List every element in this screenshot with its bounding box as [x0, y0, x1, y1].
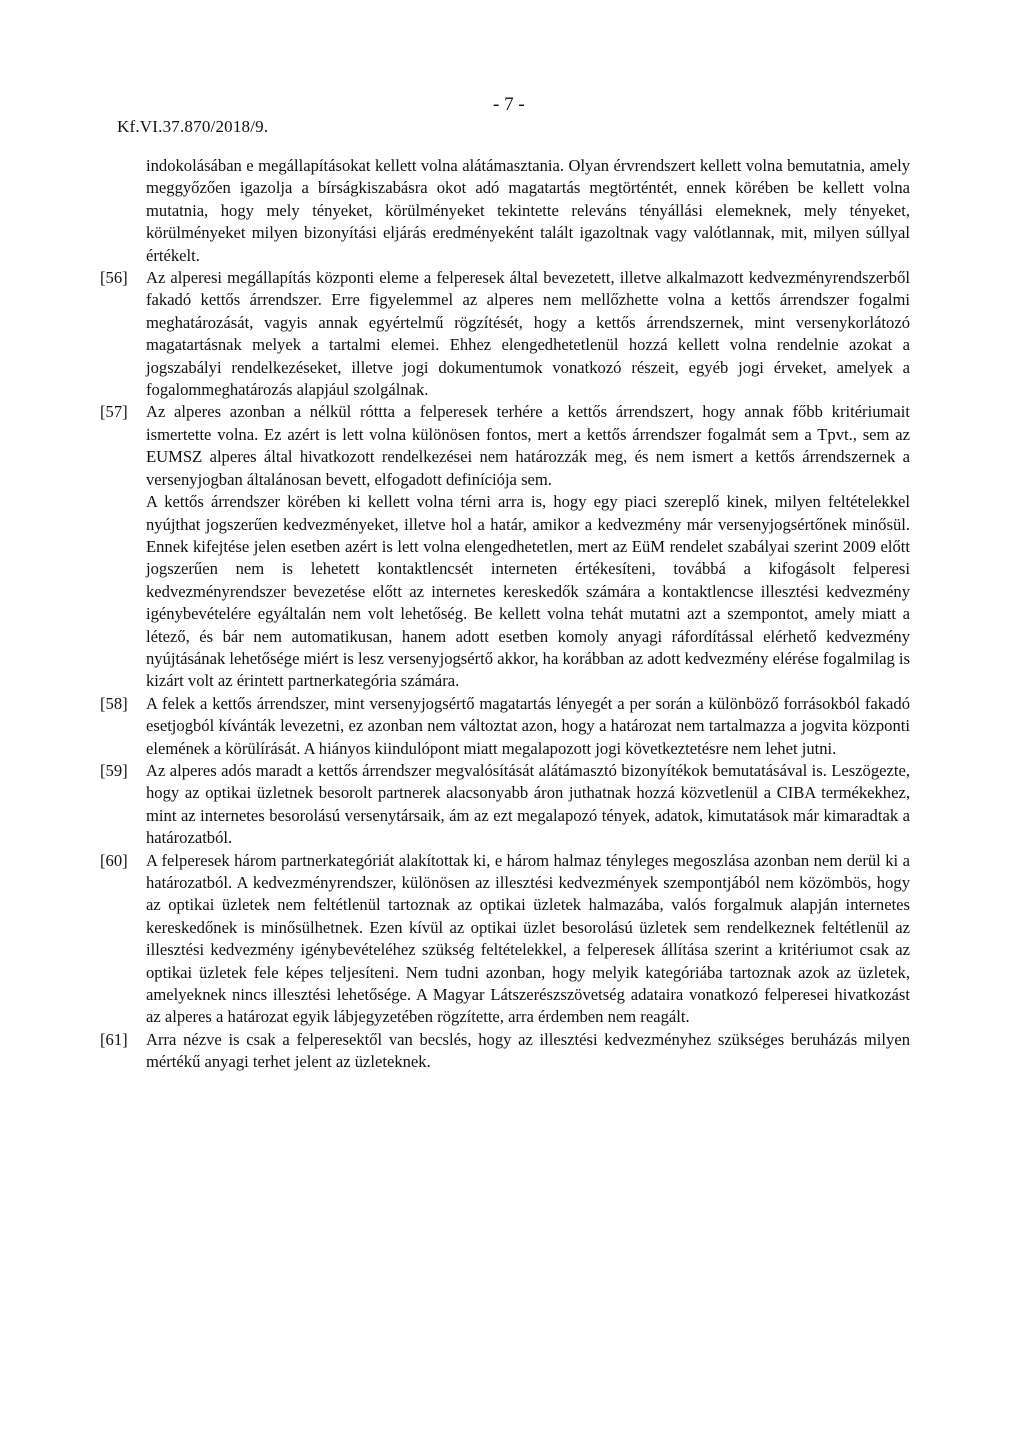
paragraph-text: indokolásában e megállapításokat kellett volna alátámasztania. Olyan érvrendszert kellett volna bemutatnia, amely meggyőzően igazolja a bírságkiszabásra okot adó magatartás megtörténtét, ennek körében be kellett volna mutatnia, hogy mely tényeket, körülményeket tekintette releváns tényállási elemeknek, mely tényeket, körülményeket milyen bizonyítási eljárás eredményeként talált igazoltnak vagy valótlannak, mit, milyen súllyal értékelt. — [146, 156, 910, 265]
paragraph-text: Az alperes adós maradt a kettős árrendszer megvalósítását alátámasztó bizonyítékok bemutatásával is. Leszögezte, hogy az optikai üzletnek besorolt partnerek alacsonyabb áron juthatnak hozzá közvetlenül a CIBA termékekhez, mint az internetes besorolású versenytársaik, ám az ezt megalapozó tények, adatok, kimutatások már kimaradtak a határozatból. — [146, 760, 910, 848]
page-number: - 7 - — [493, 94, 525, 115]
paragraph-text: Az alperesi megállapítás központi eleme a felperesek által bevezetett, illetve alkalmazott kedvezményrendszerből fakadó kettős árrendszer. Erre figyelemmel az alperes nem mellőzhette volna a kettős árrendszer fogalmi meghatározását, vagyis annak egyértelmű rögzítését, hogy a kettős árrendszernek, mint versenykorlátozó magatartásnak melyek a tartalmi elemei. Ehhez elengedhetetlenül hozzá kellett volna rendelnie azokat a jogszabályi rendelkezéseket, illetve jogi dokumentumok vonatkozó részeit, egyéb jogi érveket, amelyek a fogalommeghatározás alapjául szolgálnak. — [146, 268, 910, 400]
paragraph-number: [56] — [100, 268, 128, 288]
paragraph-number: [57] — [100, 402, 128, 422]
page-header — [0, 0, 1024, 140]
paragraph-text: A kettős árrendszer körében ki kellett volna térni arra is, hogy egy piaci szereplő kinek, milyen feltételekkel nyújthat jogszerűen kedvezményeket, illetve hol a határ, amikor a kedvezmény már versenyjogsértőnek minősül. Ennek kifejtése jelen esetben azért is lett volna elengedhetetlen, mert az EüM rendelet szabályai szerint 2009 előtt jogszerűen nem is lehetett kontaktlencsét interneten értékesíteni, továbbá a kifogásolt felperesi kedvezményrendszer bevezetése előtt az internetes kereskedők számára a kontaktlencse illesztési kedvezmény igénybevételére egyáltalán nem volt lehetőség. Be kellett volna tehát mutatni azt a szempontot, amely miatt a létező, és bár nem automatikusan, hanem adott esetben komoly anyagi ráfordítással elérhető kedvezmény nyújtásának lehetősége miért is lesz versenyjogsértő akkor, ha korábban az adott kedvezmény elérése fogalmilag is kizárt volt az érintett partnerkategória számára. — [146, 492, 910, 691]
opening-paragraph — [100, 155, 910, 267]
paragraph-text: A felek a kettős árrendszer, mint versenyjogsértő magatartás lényegét a per során a különböző forrásokból fakadó esetjogból kívánták levezetni, ez azonban nem változtat azon, hogy a határozat nem tartalmazza a jogvita központi elemének a körülírását. A hiányos kiindulópont miatt megalapozott jogi következtetésre nem lehet jutni. — [146, 693, 910, 758]
paragraph-56 — [100, 267, 910, 401]
paragraph-number: [60] — [100, 850, 128, 870]
paragraph-60 — [100, 850, 910, 1029]
paragraph-58 — [100, 693, 910, 760]
paragraph-text: A felperesek három partnerkategóriát alakítottak ki, e három halmaz tényleges megoszlása azonban nem derül ki a határozatból. A kedvezményrendszer, különösen az illesztési kedvezmények szempontjából nem közömbös, hogy az optikai üzletek nem feltétlenül tartoznak az optikai üzletek halmazába, valós forgalmuk alapján internetes kereskedőnek is minősülhetnek. Ezen kívül az optikai üzlet besorolású üzletek sem rendelkeznek feltétlenül az illesztési kedvezmény igénybevételéhez szükség feltételekkel, a felperesek állítása szerint a kritériumot csak az optikai üzletek fele képes teljesíteni. Nem tudni azonban, hogy melyik kategóriába tartoznak azok az üzletek, amelyeknek nincs illesztési lehetősége. A Magyar Látszerészszövetség adataira vonatkozó felperesei hivatkozást az alperes a határozat egyik lábjegyzetében rögzítette, arra érdemben nem reagált. — [146, 850, 910, 1027]
paragraph-59 — [100, 760, 910, 850]
paragraph-number: [58] — [100, 693, 128, 713]
paragraph-number: [61] — [100, 1029, 128, 1049]
paragraph-57-continued — [100, 491, 910, 693]
paragraph-text: Arra nézve is csak a felperesektől van becslés, hogy az illesztési kedvezményhez szükséges beruházás milyen mértékű anyagi terhet jelent az üzleteknek. — [146, 1029, 910, 1072]
paragraph-57 — [100, 401, 910, 491]
paragraph-number: [59] — [100, 760, 128, 780]
paragraph-61 — [100, 1029, 910, 1074]
paragraph-text: Az alperes azonban a nélkül róttta a felperesek terhére a kettős árrendszert, hogy annak főbb kritériumait ismertette volna. Ez azért is lett volna különösen fontos, mert a kettős árrendszer fogalmát sem a Tpvt., sem az EUMSZ alperes által hivatkozott rendelkezései nem határozzák meg, és nem ismert a kettős árrendszernek a versenyjogban általánosan bevett, elfogadott definíciója sem. — [146, 402, 910, 489]
document-body — [100, 155, 910, 1074]
case-number: Kf.VI.37.870/2018/9. — [117, 117, 269, 136]
